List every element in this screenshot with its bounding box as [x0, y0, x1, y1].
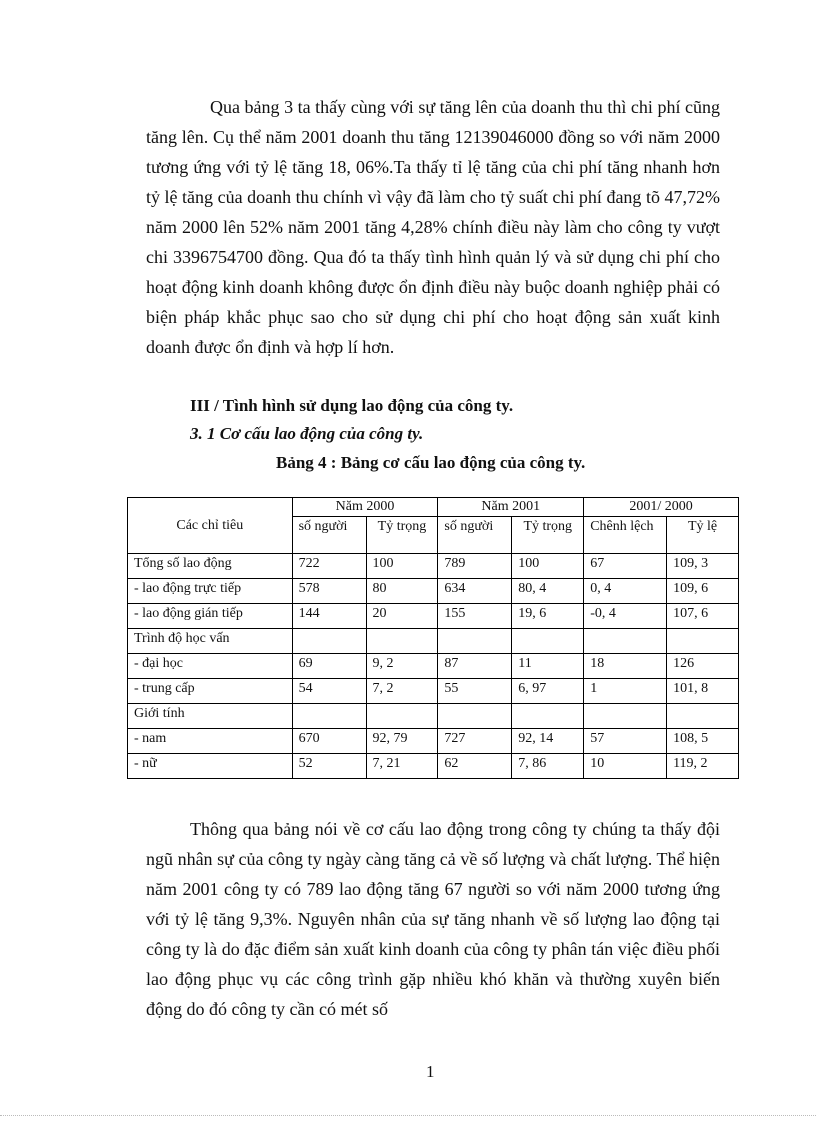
page-number: 1 [426, 1062, 435, 1081]
table-cell [366, 704, 438, 729]
table-cell: 727 [438, 729, 512, 754]
table-cell [512, 629, 584, 654]
table-row [128, 654, 739, 679]
subheader-share-2000: Tỷ trọng [366, 517, 438, 554]
table-row [128, 579, 739, 604]
table-row [128, 604, 739, 629]
table-cell [366, 629, 438, 654]
table-cell: -0, 4 [584, 604, 667, 629]
table-cell: 92, 14 [512, 729, 584, 754]
table-cell [584, 629, 667, 654]
table-row [128, 629, 739, 654]
row-label: Trình độ học vấn [128, 629, 293, 654]
table-cell [667, 704, 739, 729]
row-label: - nữ [128, 754, 293, 779]
table-cell [512, 704, 584, 729]
header-year-2000: Năm 2000 [292, 498, 438, 517]
table-cell: 52 [292, 754, 366, 779]
table-cell: 722 [292, 554, 366, 579]
header-year-2001: Năm 2001 [438, 498, 584, 517]
subheader-count-2001: số người [438, 517, 512, 554]
table-cell: 634 [438, 579, 512, 604]
table-cell: 107, 6 [667, 604, 739, 629]
table-cell: 80 [366, 579, 438, 604]
header-comparison: 2001/ 2000 [584, 498, 739, 517]
table-cell: 109, 3 [667, 554, 739, 579]
table-cell: 108, 5 [667, 729, 739, 754]
table-cell [292, 704, 366, 729]
row-label: - lao động trực tiếp [128, 579, 293, 604]
labor-structure-table [127, 497, 739, 779]
table-cell: 80, 4 [512, 579, 584, 604]
table-row [128, 704, 739, 729]
table-row [128, 729, 739, 754]
row-label: - đại học [128, 654, 293, 679]
table-row [128, 754, 739, 779]
table-cell: 126 [667, 654, 739, 679]
table-cell: 87 [438, 654, 512, 679]
table-cell: 55 [438, 679, 512, 704]
table-cell: 144 [292, 604, 366, 629]
row-label: - trung cấp [128, 679, 293, 704]
row-label: - lao động gián tiếp [128, 604, 293, 629]
table-cell: 11 [512, 654, 584, 679]
table-cell [438, 629, 512, 654]
table-cell: 7, 21 [366, 754, 438, 779]
subheader-share-2001: Tỷ trọng [512, 517, 584, 554]
table-cell: 789 [438, 554, 512, 579]
table-cell: 119, 2 [667, 754, 739, 779]
table-cell: 62 [438, 754, 512, 779]
table-cell [292, 629, 366, 654]
table-cell: 1 [584, 679, 667, 704]
table-row [128, 679, 739, 704]
table-cell: 100 [366, 554, 438, 579]
table-cell: 19, 6 [512, 604, 584, 629]
table-cell: 10 [584, 754, 667, 779]
table-cell: 155 [438, 604, 512, 629]
table-cell [584, 704, 667, 729]
table-caption: Bảng 4 : Bảng cơ cấu lao động của công ty. [276, 453, 586, 472]
table-cell: 69 [292, 654, 366, 679]
table-cell: 92, 79 [366, 729, 438, 754]
section-heading: III / Tình hình sử dụng lao động của công ty. [190, 396, 514, 415]
table-cell: 9, 2 [366, 654, 438, 679]
table-cell: 0, 4 [584, 579, 667, 604]
table-cell: 100 [512, 554, 584, 579]
subheader-ratio: Tỷ lệ [667, 517, 739, 554]
body-paragraph-labor-analysis: Thông qua bảng nói về cơ cấu lao động trong công ty chúng ta thấy đội ngũ nhân sự của công ty ngày càng tăng cả về số lượng và chất lượng. Thể hiện năm 2001 công ty có 789 lao động tăng 67 người so với năm 2000 tương ứng với tỷ lệ tăng 9,3%. Nguyên nhân của sự tăng nhanh về số lượng lao động tại công ty là do đặc điểm sản xuất kinh doanh của công ty phân tán việc điều phối lao động phục vụ các công trình gặp nhiều khó khăn và thường xuyên biến động do đó công ty cần có mét số [146, 819, 720, 1019]
row-label: - nam [128, 729, 293, 754]
table-cell: 54 [292, 679, 366, 704]
table-row [128, 554, 739, 579]
table-cell: 7, 2 [366, 679, 438, 704]
table-cell: 670 [292, 729, 366, 754]
subheader-count-2000: số người [292, 517, 366, 554]
table-cell [667, 629, 739, 654]
table-cell: 67 [584, 554, 667, 579]
page-bottom-edge [0, 1115, 816, 1116]
table-cell: 7, 86 [512, 754, 584, 779]
table-cell: 6, 97 [512, 679, 584, 704]
table-cell: 578 [292, 579, 366, 604]
row-label: Tổng số lao động [128, 554, 293, 579]
subsection-heading: 3. 1 Cơ cấu lao động của công ty. [190, 424, 424, 443]
table-cell: 18 [584, 654, 667, 679]
header-criteria: Các chỉ tiêu [128, 498, 293, 554]
body-paragraph-cost-analysis: Qua bảng 3 ta thấy cùng với sự tăng lên của doanh thu thì chi phí cũng tăng lên. Cụ thể năm 2001 doanh thu tăng 12139046000 đồng so với năm 2000 tương ứng với tỷ lệ tăng 18, 06%.Ta thấy tỉ lệ tăng của chi phí tăng nhanh hơn tỷ lệ tăng của doanh thu chính vì vậy đã làm cho tỷ suất chi phí đang tõ 47,72% năm 2000 lên 52% năm 2001 tăng 4,28% chính điều này làm cho công ty vượt chi 3396754700 đồng. Qua đó ta thấy tình hình quản lý và sử dụng chi phí cho hoạt động kinh doanh không được ổn định điều này buộc doanh nghiệp phải có biện pháp khắc phục sao cho sử dụng chi phí cho hoạt động sản xuất kinh doanh được ổn định và hợp lí hơn. [146, 97, 720, 357]
table-cell: 101, 8 [667, 679, 739, 704]
table-cell [438, 704, 512, 729]
table-cell: 57 [584, 729, 667, 754]
table-cell: 109, 6 [667, 579, 739, 604]
subheader-difference: Chênh lệch [584, 517, 667, 554]
table-cell: 20 [366, 604, 438, 629]
row-label: Giới tính [128, 704, 293, 729]
